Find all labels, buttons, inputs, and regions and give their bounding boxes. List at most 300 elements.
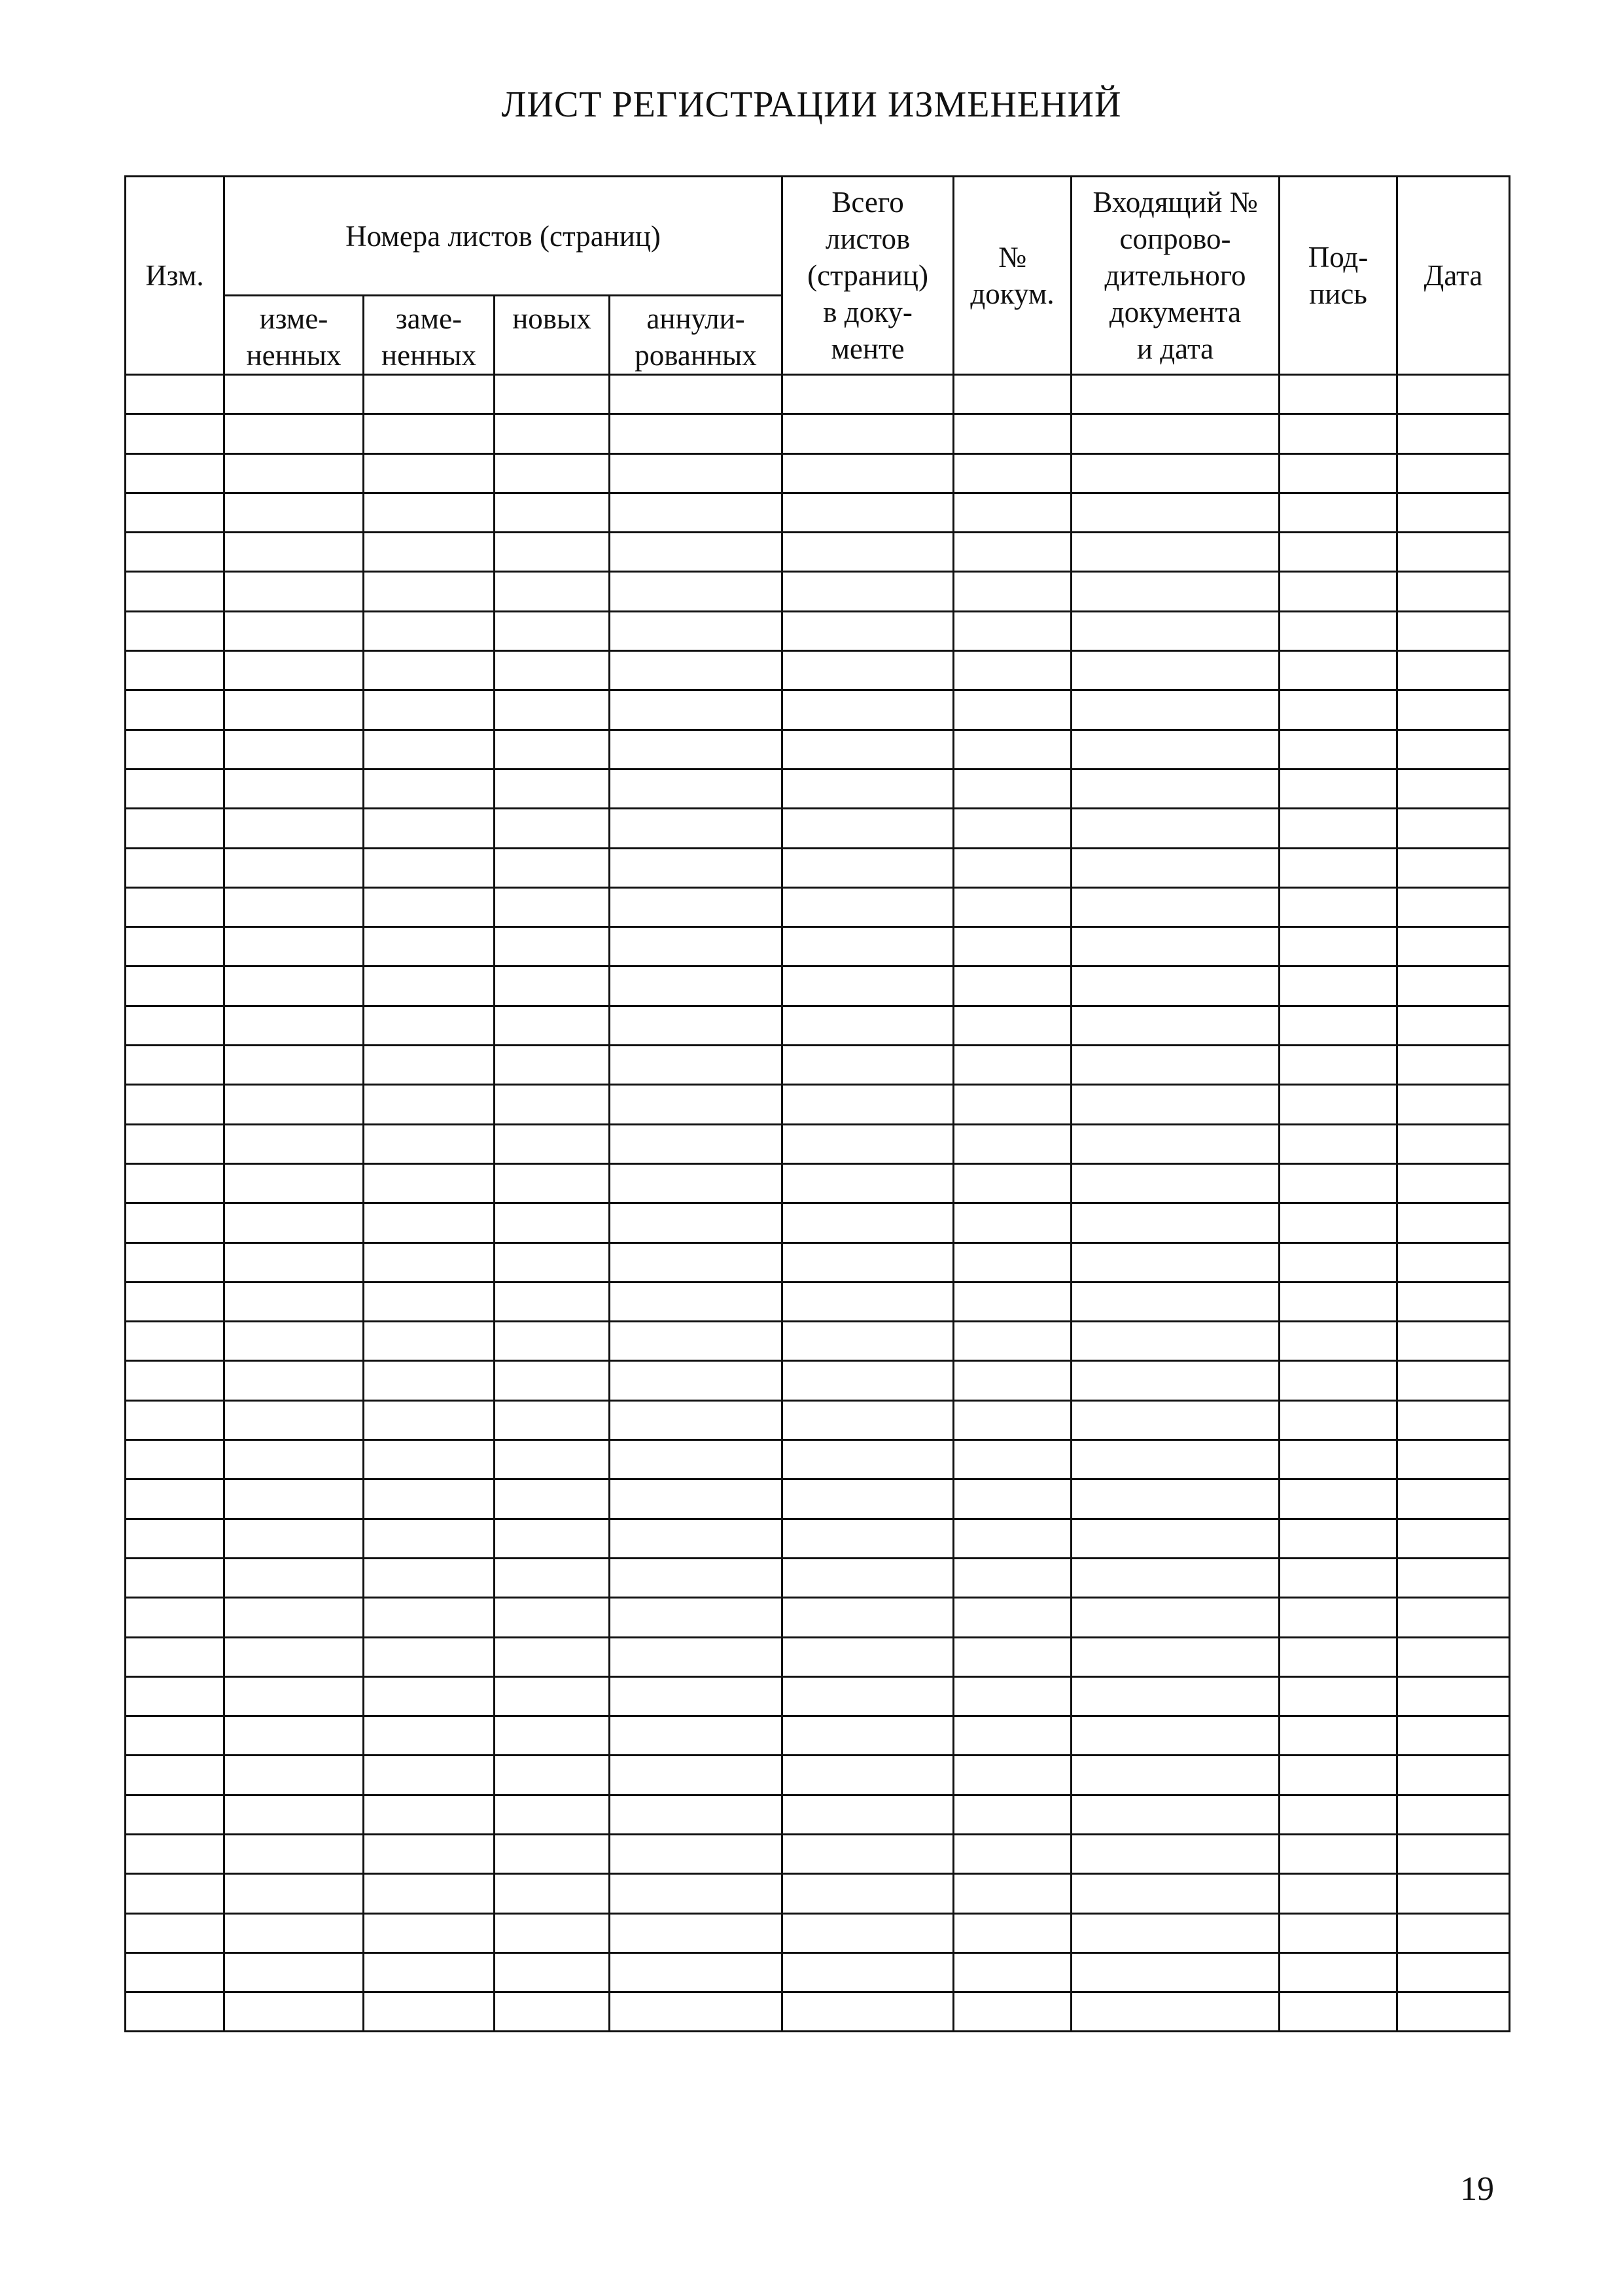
table-row — [126, 493, 1510, 532]
table-cell — [610, 1676, 782, 1716]
table-cell — [495, 690, 610, 730]
table-cell — [1280, 1282, 1397, 1321]
table-row — [126, 1834, 1510, 1873]
table-cell — [954, 1006, 1072, 1045]
table-cell — [610, 690, 782, 730]
table-cell — [610, 1992, 782, 2032]
table-cell — [610, 1716, 782, 1756]
table-cell — [610, 1558, 782, 1597]
table-cell — [126, 1243, 224, 1282]
table-cell — [224, 809, 364, 848]
table-cell — [126, 1124, 224, 1163]
table-cell — [224, 1676, 364, 1716]
table-cell — [224, 493, 364, 532]
table-cell — [1397, 1795, 1510, 1834]
table-cell — [126, 1006, 224, 1045]
table-cell — [364, 966, 495, 1006]
table-row — [126, 1874, 1510, 1913]
table-cell — [954, 1361, 1072, 1400]
table-cell — [495, 1637, 610, 1676]
table-cell — [495, 611, 610, 650]
table-cell — [954, 453, 1072, 493]
table-cell — [610, 1282, 782, 1321]
table-cell — [782, 1716, 954, 1756]
table-cell — [1397, 927, 1510, 966]
table-cell — [126, 1992, 224, 2032]
table-cell — [1397, 533, 1510, 572]
table-cell — [1280, 453, 1397, 493]
table-cell — [782, 1913, 954, 1952]
table-row — [126, 690, 1510, 730]
table-cell — [224, 848, 364, 887]
table-row — [126, 1716, 1510, 1756]
table-cell — [364, 1716, 495, 1756]
table-cell — [224, 1598, 364, 1637]
table-cell — [954, 493, 1072, 532]
page-title: ЛИСТ РЕГИСТРАЦИИ ИЗМЕНЕНИЙ — [501, 84, 1122, 125]
table-cell — [954, 1243, 1072, 1282]
table-cell — [495, 1046, 610, 1085]
table-cell — [224, 1756, 364, 1795]
table-row — [126, 1440, 1510, 1479]
table-cell — [610, 1243, 782, 1282]
table-cell — [782, 375, 954, 414]
table-cell — [610, 1400, 782, 1439]
table-cell — [954, 1046, 1072, 1085]
table-row — [126, 1046, 1510, 1085]
table-cell — [495, 651, 610, 690]
table-cell — [782, 1282, 954, 1321]
table-cell — [224, 1716, 364, 1756]
table-cell — [1072, 1558, 1280, 1597]
table-cell — [1397, 1676, 1510, 1716]
table-cell — [1072, 1716, 1280, 1756]
table-cell — [782, 493, 954, 532]
table-cell — [1280, 1085, 1397, 1124]
table-cell — [364, 1913, 495, 1952]
table-cell — [495, 493, 610, 532]
table-cell — [782, 927, 954, 966]
table-cell — [1280, 809, 1397, 848]
table-cell — [610, 375, 782, 414]
table-cell — [1280, 1598, 1397, 1637]
table-cell — [954, 1479, 1072, 1519]
table-row — [126, 1795, 1510, 1834]
table-cell — [224, 1952, 364, 1992]
table-cell — [610, 1440, 782, 1479]
table-cell — [782, 1558, 954, 1597]
table-cell — [224, 453, 364, 493]
table-cell — [1280, 1006, 1397, 1045]
table-cell — [126, 1282, 224, 1321]
header-signature: Под- пись — [1280, 177, 1397, 375]
table-cell — [1397, 1479, 1510, 1519]
table-cell — [954, 1558, 1072, 1597]
table-cell — [126, 1874, 224, 1913]
table-cell — [610, 927, 782, 966]
table-cell — [782, 1834, 954, 1873]
table-cell — [495, 1282, 610, 1321]
table-cell — [1072, 414, 1280, 453]
table-cell — [954, 730, 1072, 769]
table-cell — [1397, 651, 1510, 690]
table-cell — [364, 1756, 495, 1795]
table-cell — [126, 927, 224, 966]
table-cell — [1397, 1558, 1510, 1597]
table-cell — [782, 1598, 954, 1637]
table-cell — [224, 1163, 364, 1203]
table-cell — [954, 1519, 1072, 1558]
table-cell — [1280, 966, 1397, 1006]
table-cell — [782, 809, 954, 848]
table-cell — [364, 611, 495, 650]
table-cell — [224, 1322, 364, 1361]
table-cell — [782, 1361, 954, 1400]
table-cell — [954, 1874, 1072, 1913]
table-cell — [224, 1795, 364, 1834]
table-cell — [495, 1676, 610, 1716]
table-cell — [126, 1203, 224, 1243]
table-cell — [126, 1322, 224, 1361]
table-cell — [126, 887, 224, 927]
table-row — [126, 1006, 1510, 1045]
table-row — [126, 453, 1510, 493]
table-row — [126, 848, 1510, 887]
table-cell — [1072, 1874, 1280, 1913]
table-cell — [782, 453, 954, 493]
table-cell — [782, 1203, 954, 1243]
table-cell — [364, 1992, 495, 2032]
table-cell — [495, 966, 610, 1006]
table-cell — [495, 1124, 610, 1163]
table-cell — [1280, 1676, 1397, 1716]
table-cell — [954, 1163, 1072, 1203]
table-cell — [495, 1361, 610, 1400]
table-cell — [1280, 1322, 1397, 1361]
table-cell — [364, 1952, 495, 1992]
table-cell — [610, 1519, 782, 1558]
table-cell — [224, 375, 364, 414]
table-cell — [224, 533, 364, 572]
table-row — [126, 414, 1510, 453]
table-cell — [364, 1637, 495, 1676]
table-cell — [1072, 1795, 1280, 1834]
table-cell — [1397, 1952, 1510, 1992]
table-cell — [126, 533, 224, 572]
table-cell — [224, 1203, 364, 1243]
table-row — [126, 769, 1510, 808]
table-cell — [1280, 848, 1397, 887]
table-cell — [610, 651, 782, 690]
table-cell — [364, 533, 495, 572]
table-cell — [495, 1400, 610, 1439]
table-cell — [495, 1006, 610, 1045]
table-cell — [954, 1756, 1072, 1795]
table-cell — [782, 533, 954, 572]
table-cell — [224, 1046, 364, 1085]
table-cell — [1072, 730, 1280, 769]
table-cell — [610, 533, 782, 572]
table-cell — [364, 1282, 495, 1321]
table-cell — [1280, 887, 1397, 927]
header-row-main — [126, 177, 1510, 296]
table-cell — [126, 1795, 224, 1834]
table-cell — [495, 1992, 610, 2032]
table-cell — [782, 414, 954, 453]
table-cell — [1280, 1952, 1397, 1992]
table-cell — [126, 1085, 224, 1124]
table-row — [126, 1992, 1510, 2032]
table-cell — [126, 651, 224, 690]
table-cell — [782, 1676, 954, 1716]
table-cell — [1072, 1282, 1280, 1321]
table-cell — [126, 966, 224, 1006]
table-cell — [224, 611, 364, 650]
table-cell — [610, 809, 782, 848]
table-cell — [610, 1006, 782, 1045]
table-cell — [1072, 533, 1280, 572]
table-cell — [1397, 809, 1510, 848]
table-cell — [1397, 493, 1510, 532]
table-cell — [1072, 1243, 1280, 1282]
table-cell — [1280, 1400, 1397, 1439]
table-cell — [1397, 572, 1510, 611]
table-row — [126, 1322, 1510, 1361]
table-cell — [364, 1795, 495, 1834]
table-cell — [224, 572, 364, 611]
table-cell — [126, 572, 224, 611]
table-cell — [224, 1834, 364, 1873]
table-cell — [1072, 1834, 1280, 1873]
table-cell — [224, 1992, 364, 2032]
table-cell — [1072, 1637, 1280, 1676]
table-cell — [782, 769, 954, 808]
table-cell — [1072, 1322, 1280, 1361]
table-cell — [1397, 1440, 1510, 1479]
table-cell — [1280, 1163, 1397, 1203]
table-cell — [1397, 1716, 1510, 1756]
table-cell — [1072, 1124, 1280, 1163]
table-cell — [495, 533, 610, 572]
table-cell — [1397, 1006, 1510, 1045]
table-cell — [1397, 414, 1510, 453]
table-cell — [224, 1400, 364, 1439]
table-cell — [364, 1874, 495, 1913]
table-cell — [495, 375, 610, 414]
table-cell — [1280, 1637, 1397, 1676]
table-row — [126, 809, 1510, 848]
table-cell — [224, 730, 364, 769]
header-sheet-numbers: Номера листов (страниц) — [224, 177, 782, 296]
table-cell — [126, 1519, 224, 1558]
table-cell — [1072, 651, 1280, 690]
table-cell — [782, 887, 954, 927]
table-cell — [495, 1913, 610, 1952]
table-cell — [782, 611, 954, 650]
table-cell — [610, 453, 782, 493]
table-row — [126, 1952, 1510, 1992]
table-cell — [782, 1519, 954, 1558]
table-cell — [1397, 848, 1510, 887]
table-cell — [1280, 572, 1397, 611]
table-cell — [126, 1598, 224, 1637]
table-cell — [954, 1637, 1072, 1676]
table-cell — [1397, 1203, 1510, 1243]
table-cell — [1072, 1952, 1280, 1992]
table-cell — [1280, 1756, 1397, 1795]
table-cell — [1072, 848, 1280, 887]
table-row — [126, 1637, 1510, 1676]
table-cell — [1280, 651, 1397, 690]
table-cell — [1397, 375, 1510, 414]
table-cell — [1280, 1361, 1397, 1400]
table-cell — [1397, 1992, 1510, 2032]
table-cell — [1397, 1913, 1510, 1952]
table-cell — [782, 1795, 954, 1834]
table-cell — [610, 1795, 782, 1834]
table-cell — [954, 1124, 1072, 1163]
table-cell — [126, 1361, 224, 1400]
table-cell — [126, 1756, 224, 1795]
table-cell — [364, 1124, 495, 1163]
table-cell — [954, 690, 1072, 730]
table-cell — [495, 1322, 610, 1361]
table-cell — [782, 1440, 954, 1479]
table-row — [126, 1598, 1510, 1637]
table-cell — [610, 966, 782, 1006]
table-cell — [1397, 1046, 1510, 1085]
table-cell — [1072, 1361, 1280, 1400]
table-cell — [1072, 375, 1280, 414]
table-cell — [495, 414, 610, 453]
table-cell — [782, 1400, 954, 1439]
table-cell — [1397, 966, 1510, 1006]
table-cell — [954, 375, 1072, 414]
table-cell — [495, 730, 610, 769]
table-cell — [1280, 1913, 1397, 1952]
change-register-table — [124, 175, 1510, 2032]
table-cell — [954, 533, 1072, 572]
table-cell — [126, 769, 224, 808]
table-cell — [364, 1558, 495, 1597]
table-cell — [364, 1243, 495, 1282]
table-cell — [224, 1558, 364, 1597]
table-cell — [610, 414, 782, 453]
table-cell — [1072, 1479, 1280, 1519]
table-cell — [954, 1716, 1072, 1756]
table-cell — [224, 1519, 364, 1558]
table-cell — [224, 1874, 364, 1913]
table-cell — [1280, 927, 1397, 966]
table-cell — [495, 1440, 610, 1479]
table-cell — [954, 1203, 1072, 1243]
table-cell — [1280, 1795, 1397, 1834]
table-row — [126, 572, 1510, 611]
table-row — [126, 375, 1510, 414]
table-cell — [954, 1085, 1072, 1124]
table-cell — [224, 1637, 364, 1676]
table-cell — [1397, 1282, 1510, 1321]
table-cell — [126, 1637, 224, 1676]
table-cell — [610, 1361, 782, 1400]
table-cell — [1072, 1992, 1280, 2032]
table-cell — [610, 848, 782, 887]
table-cell — [1072, 611, 1280, 650]
table-cell — [364, 1440, 495, 1479]
table-cell — [610, 887, 782, 927]
table-cell — [782, 1163, 954, 1203]
table-cell — [954, 1322, 1072, 1361]
table-cell — [954, 1952, 1072, 1992]
table-cell — [954, 1913, 1072, 1952]
header-replaced: заме- ненных — [364, 296, 495, 375]
table-cell — [1280, 414, 1397, 453]
table-cell — [364, 572, 495, 611]
table-cell — [610, 1756, 782, 1795]
table-cell — [610, 1163, 782, 1203]
table-cell — [782, 1006, 954, 1045]
table-cell — [1072, 1006, 1280, 1045]
table-cell — [364, 848, 495, 887]
table-cell — [495, 1479, 610, 1519]
table-cell — [364, 887, 495, 927]
header-total-sheets: Всего листов (страниц) в доку- менте — [782, 177, 954, 375]
table-cell — [364, 1203, 495, 1243]
table-cell — [1397, 1598, 1510, 1637]
table-cell — [1397, 1834, 1510, 1873]
table-cell — [495, 1716, 610, 1756]
table-cell — [495, 848, 610, 887]
table-cell — [364, 1361, 495, 1400]
table-cell — [1072, 1400, 1280, 1439]
table-cell — [610, 572, 782, 611]
table-cell — [1072, 493, 1280, 532]
table-cell — [364, 1834, 495, 1873]
table-cell — [224, 414, 364, 453]
table-cell — [610, 730, 782, 769]
table-cell — [1072, 769, 1280, 808]
table-cell — [1072, 1046, 1280, 1085]
table-cell — [224, 1282, 364, 1321]
table-cell — [126, 611, 224, 650]
table-cell — [1397, 730, 1510, 769]
table-cell — [1072, 887, 1280, 927]
table-cell — [610, 611, 782, 650]
table-cell — [126, 1440, 224, 1479]
table-cell — [224, 1361, 364, 1400]
table-cell — [126, 453, 224, 493]
table-cell — [1072, 966, 1280, 1006]
table-cell — [495, 1598, 610, 1637]
table-cell — [1072, 927, 1280, 966]
table-cell — [126, 1163, 224, 1203]
table-cell — [610, 493, 782, 532]
table-cell — [364, 1598, 495, 1637]
table-cell — [1072, 1519, 1280, 1558]
table-cell — [954, 414, 1072, 453]
table-cell — [364, 769, 495, 808]
table-cell — [224, 690, 364, 730]
table-cell — [495, 769, 610, 808]
table-cell — [495, 572, 610, 611]
table-cell — [782, 690, 954, 730]
table-cell — [954, 1992, 1072, 2032]
table-cell — [495, 809, 610, 848]
table-cell — [954, 1795, 1072, 1834]
register-body — [126, 375, 1510, 2032]
table-cell — [224, 651, 364, 690]
table-cell — [1280, 1479, 1397, 1519]
